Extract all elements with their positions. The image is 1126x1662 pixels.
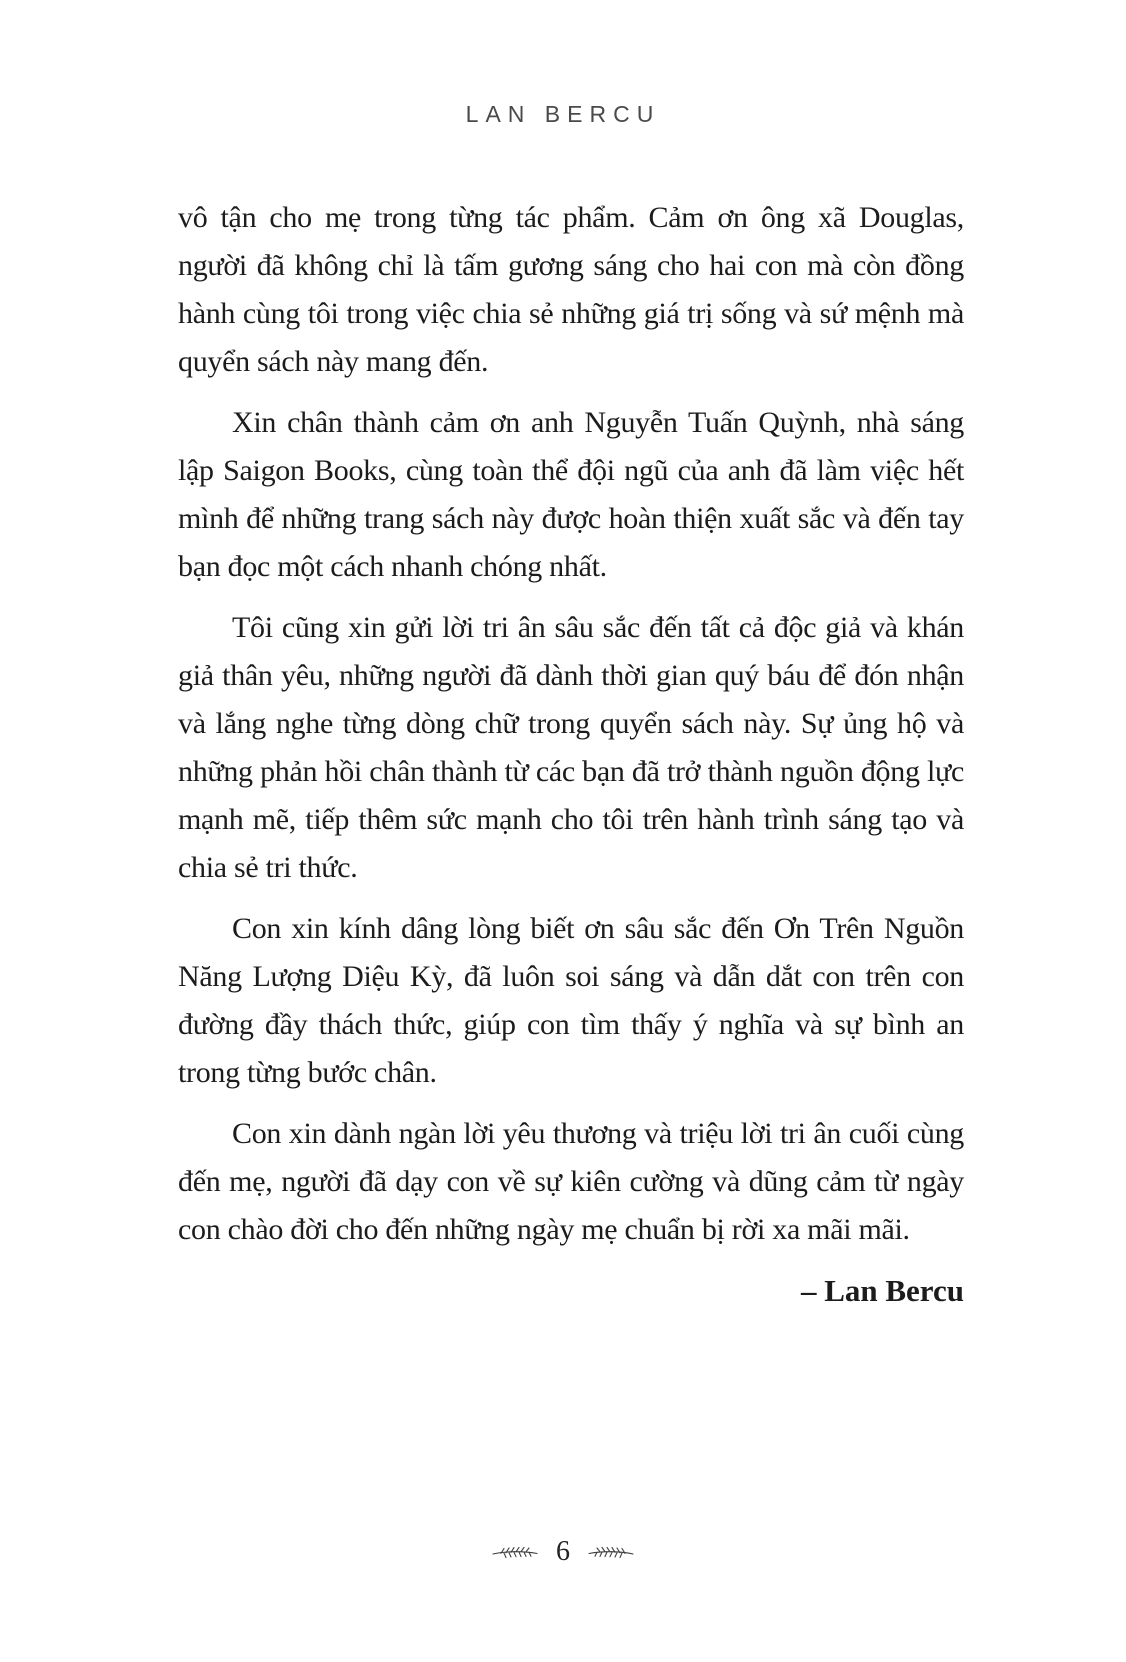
paragraph: vô tận cho mẹ trong từng tác phẩm. Cảm ơn ông xã Douglas, người đã không chỉ là tấm gương sáng cho hai con mà còn đồng hành cùng tôi trong việc chia sẻ những giá trị sống và sứ mệnh mà quyển sách này mang đến. [178,201,964,378]
paragraph: Con xin dành ngàn lời yêu thương và triệu lời tri ân cuối cùng đến mẹ, người đã dạy con về sự kiên cường và dũng cảm từ ngày con chào đời cho đến những ngày mẹ chuẩn bị rời xa mãi mãi. [178,1117,964,1246]
page-footer [0,1538,1126,1566]
paragraph: Con xin kính dâng lòng biết ơn sâu sắc đến Ơn Trên Nguồn Năng Lượng Diệu Kỳ, đã luôn soi sáng và dẫn dắt con trên con đường đầy thách thức, giúp con tìm thấy ý nghĩa và sự bình an trong từng bước chân. [178,912,964,1089]
laurel-sprig-left-icon [492,1544,538,1560]
page-body [178,194,964,1315]
paragraph: Xin chân thành cảm ơn anh Nguyễn Tuấn Quỳnh, nhà sáng lập Saigon Books, cùng toàn thể đội ngũ của anh đã làm việc hết mình để những trang sách này được hoàn thiện xuất sắc và đến tay bạn đọc một cách nhanh chóng nhất. [178,406,964,583]
laurel-sprig-right-icon [588,1544,634,1560]
paragraph: Tôi cũng xin gửi lời tri ân sâu sắc đến tất cả độc giả và khán giả thân yêu, những người đã dành thời gian quý báu để đón nhận và lắng nghe từng dòng chữ trong quyển sách này. Sự ủng hộ và những phản hồi chân thành từ các bạn đã trở thành nguồn động lực mạnh mẽ, tiếp thêm sức mạnh cho tôi trên hành trình sáng tạo và chia sẻ tri thức. [178,611,964,884]
page-number: 6 [556,1536,570,1567]
author-signature: – Lan Bercu [800,1273,964,1308]
running-header-title: LAN BERCU [465,101,661,127]
